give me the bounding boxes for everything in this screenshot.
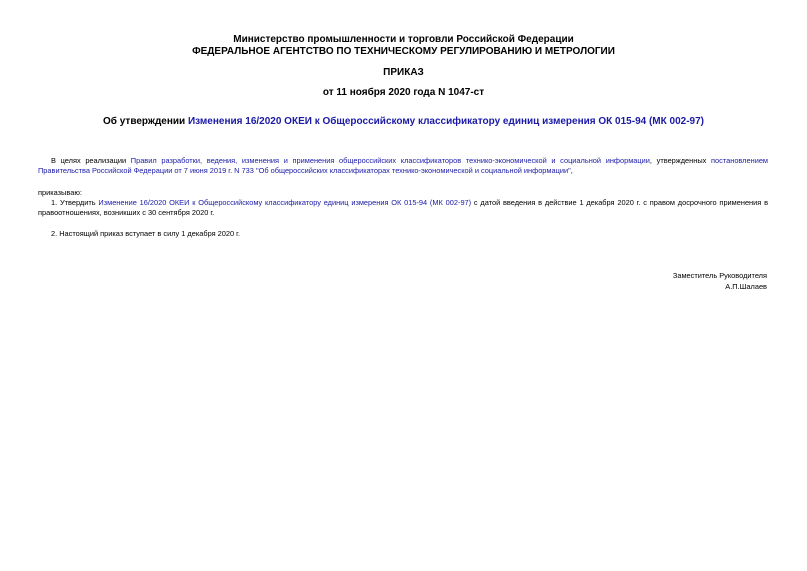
rules-link[interactable]: Правил разработки, ведения, изменения и применения общероссийских классификаторов технико-экономической и социальной информации bbox=[130, 156, 650, 165]
order-type: ПРИКАЗ bbox=[383, 67, 424, 78]
para1-suffix: , bbox=[570, 166, 573, 175]
order-date-number: от 11 ноября 2020 года N 1047-ст bbox=[322, 87, 485, 98]
subject-link[interactable]: Изменения 16/2020 ОКЕИ к Общероссийскому классификатору единиц измерения ОК 015-94 (МК 002-97) bbox=[187, 116, 704, 127]
paragraph-approve bbox=[38, 198, 768, 218]
para2-suffix: с датой введения в действие 1 декабря 2020 г. с правом досрочного применения в правоотношениях, возникших с 30 сентября 2020 г. bbox=[38, 198, 768, 217]
signatory-position: Заместитель Руководителя bbox=[672, 271, 767, 280]
subject-prefix: Об утверждении bbox=[103, 116, 188, 127]
ministry-title: Министерство промышленности и торговли Российской Федерации bbox=[233, 34, 574, 45]
order-subject bbox=[0, 116, 807, 128]
signature-block bbox=[673, 270, 767, 292]
agency-title: ФЕДЕРАЛЬНОЕ АГЕНТСТВО ПО ТЕХНИЧЕСКОМУ РЕГУЛИРОВАНИЮ И МЕТРОЛОГИИ bbox=[192, 46, 615, 57]
signatory-name: А.П.Шалаев bbox=[725, 282, 767, 291]
para1-mid: , утвержденных bbox=[649, 156, 712, 165]
paragraph-purpose bbox=[38, 156, 768, 176]
amendment-link[interactable]: Изменение 16/2020 ОКЕИ к Общероссийскому классификатору единиц измерения ОК 015-94 (МК 002-97) bbox=[98, 198, 472, 207]
para2-prefix: 1. Утвердить bbox=[51, 198, 99, 207]
ordering-phrase: приказываю: bbox=[38, 188, 82, 197]
paragraph-effective: 2. Настоящий приказ вступает в силу 1 декабря 2020 г. bbox=[51, 229, 241, 238]
government-decree-link[interactable]: постановлением Правительства Российской Федерации от 7 июня 2019 г. N 733 "Об общероссийских классификаторах технико-экономической и социальной информации" bbox=[38, 156, 769, 175]
para1-prefix: В целях реализации bbox=[51, 156, 131, 165]
